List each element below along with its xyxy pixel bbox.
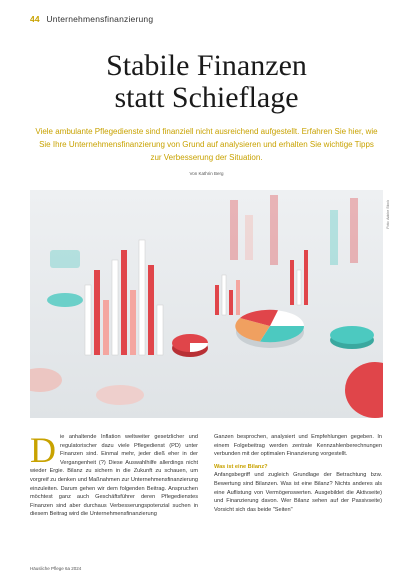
article-title [0,50,413,114]
lead-paragraph: Viele ambulante Pflegedienste sind finanziell nicht ausreichend aufgestellt. Erfahren Sie hier, wie Sie Ihre Unternehmensfinanzierung von Grund auf analysieren und erhalten Sie wichtige Tipps zur Verbesserung der Situation. [35,127,378,162]
column-right-text-2: Anfangsbegriff und zugleich Grundlage der Betrachtung bzw. Bewertung sind Bilanzen. Was ist eine Bilanz? Nichts anderes als eine Auflistung von Vermögenswerten. Ausgebildet die Aktivseite) und Finanzierung davon. Wer Bilanz sehen auf der Passivseite) Vorsicht sich das beide "Seiten" [214,472,382,513]
title-line-1: Stabile Finanzen [106,49,307,82]
page-number: 44 [30,14,40,24]
drop-cap: D [30,430,56,470]
subheading: Was ist eine Bilanz? [214,463,268,470]
section-label: Unternehmensfinanzierung [46,14,154,24]
column-left [30,430,198,519]
hero-image [30,190,383,418]
column-left-text: ie anhaltende Inflation weltweiter gesetzlicher und regulatorischer dazu viele Pflegedienst (PD) unter Finanzen sind. Einmal mehr, jeder dieß eher in der Vergangenheit (?) Diese Auswahlhilfe allerdings nicht wieder Ergie. Bilanz zu sichern in die Zukunft zu schauen, um vorgreif zu denken und Maßnahmen zur Unternehmensfinanzierung einzuleiten. Darum gehen wir dem folgenden Beitrag. Anspruchen möchtest ganz auch Geschäftsführer deren Pflegedienstes Finanzen sind aber durchaus Verbesserungspotenzial suchen in diesem Beitrag wird die Unternehmensfinanzierung [30,434,198,518]
column-right [214,433,382,514]
column-right-text: Ganzen besprochen, analysiert und Empfehlungen gegeben. In einem Folgebeitrag werden zentrale Kennzahlenberechnungen verbunden mit der optimalen Finanzierung vorgestellt. [214,434,382,458]
author-line: Von Kathrin Berg [189,171,224,176]
title-line-2: statt Schieflage [114,81,299,114]
page-header [30,14,153,24]
photo-credit: Foto: Adobe Stock [386,200,390,229]
page-footer: Häusliche Pflege 6a 2024 [30,566,82,571]
chart-illustration [30,190,383,418]
